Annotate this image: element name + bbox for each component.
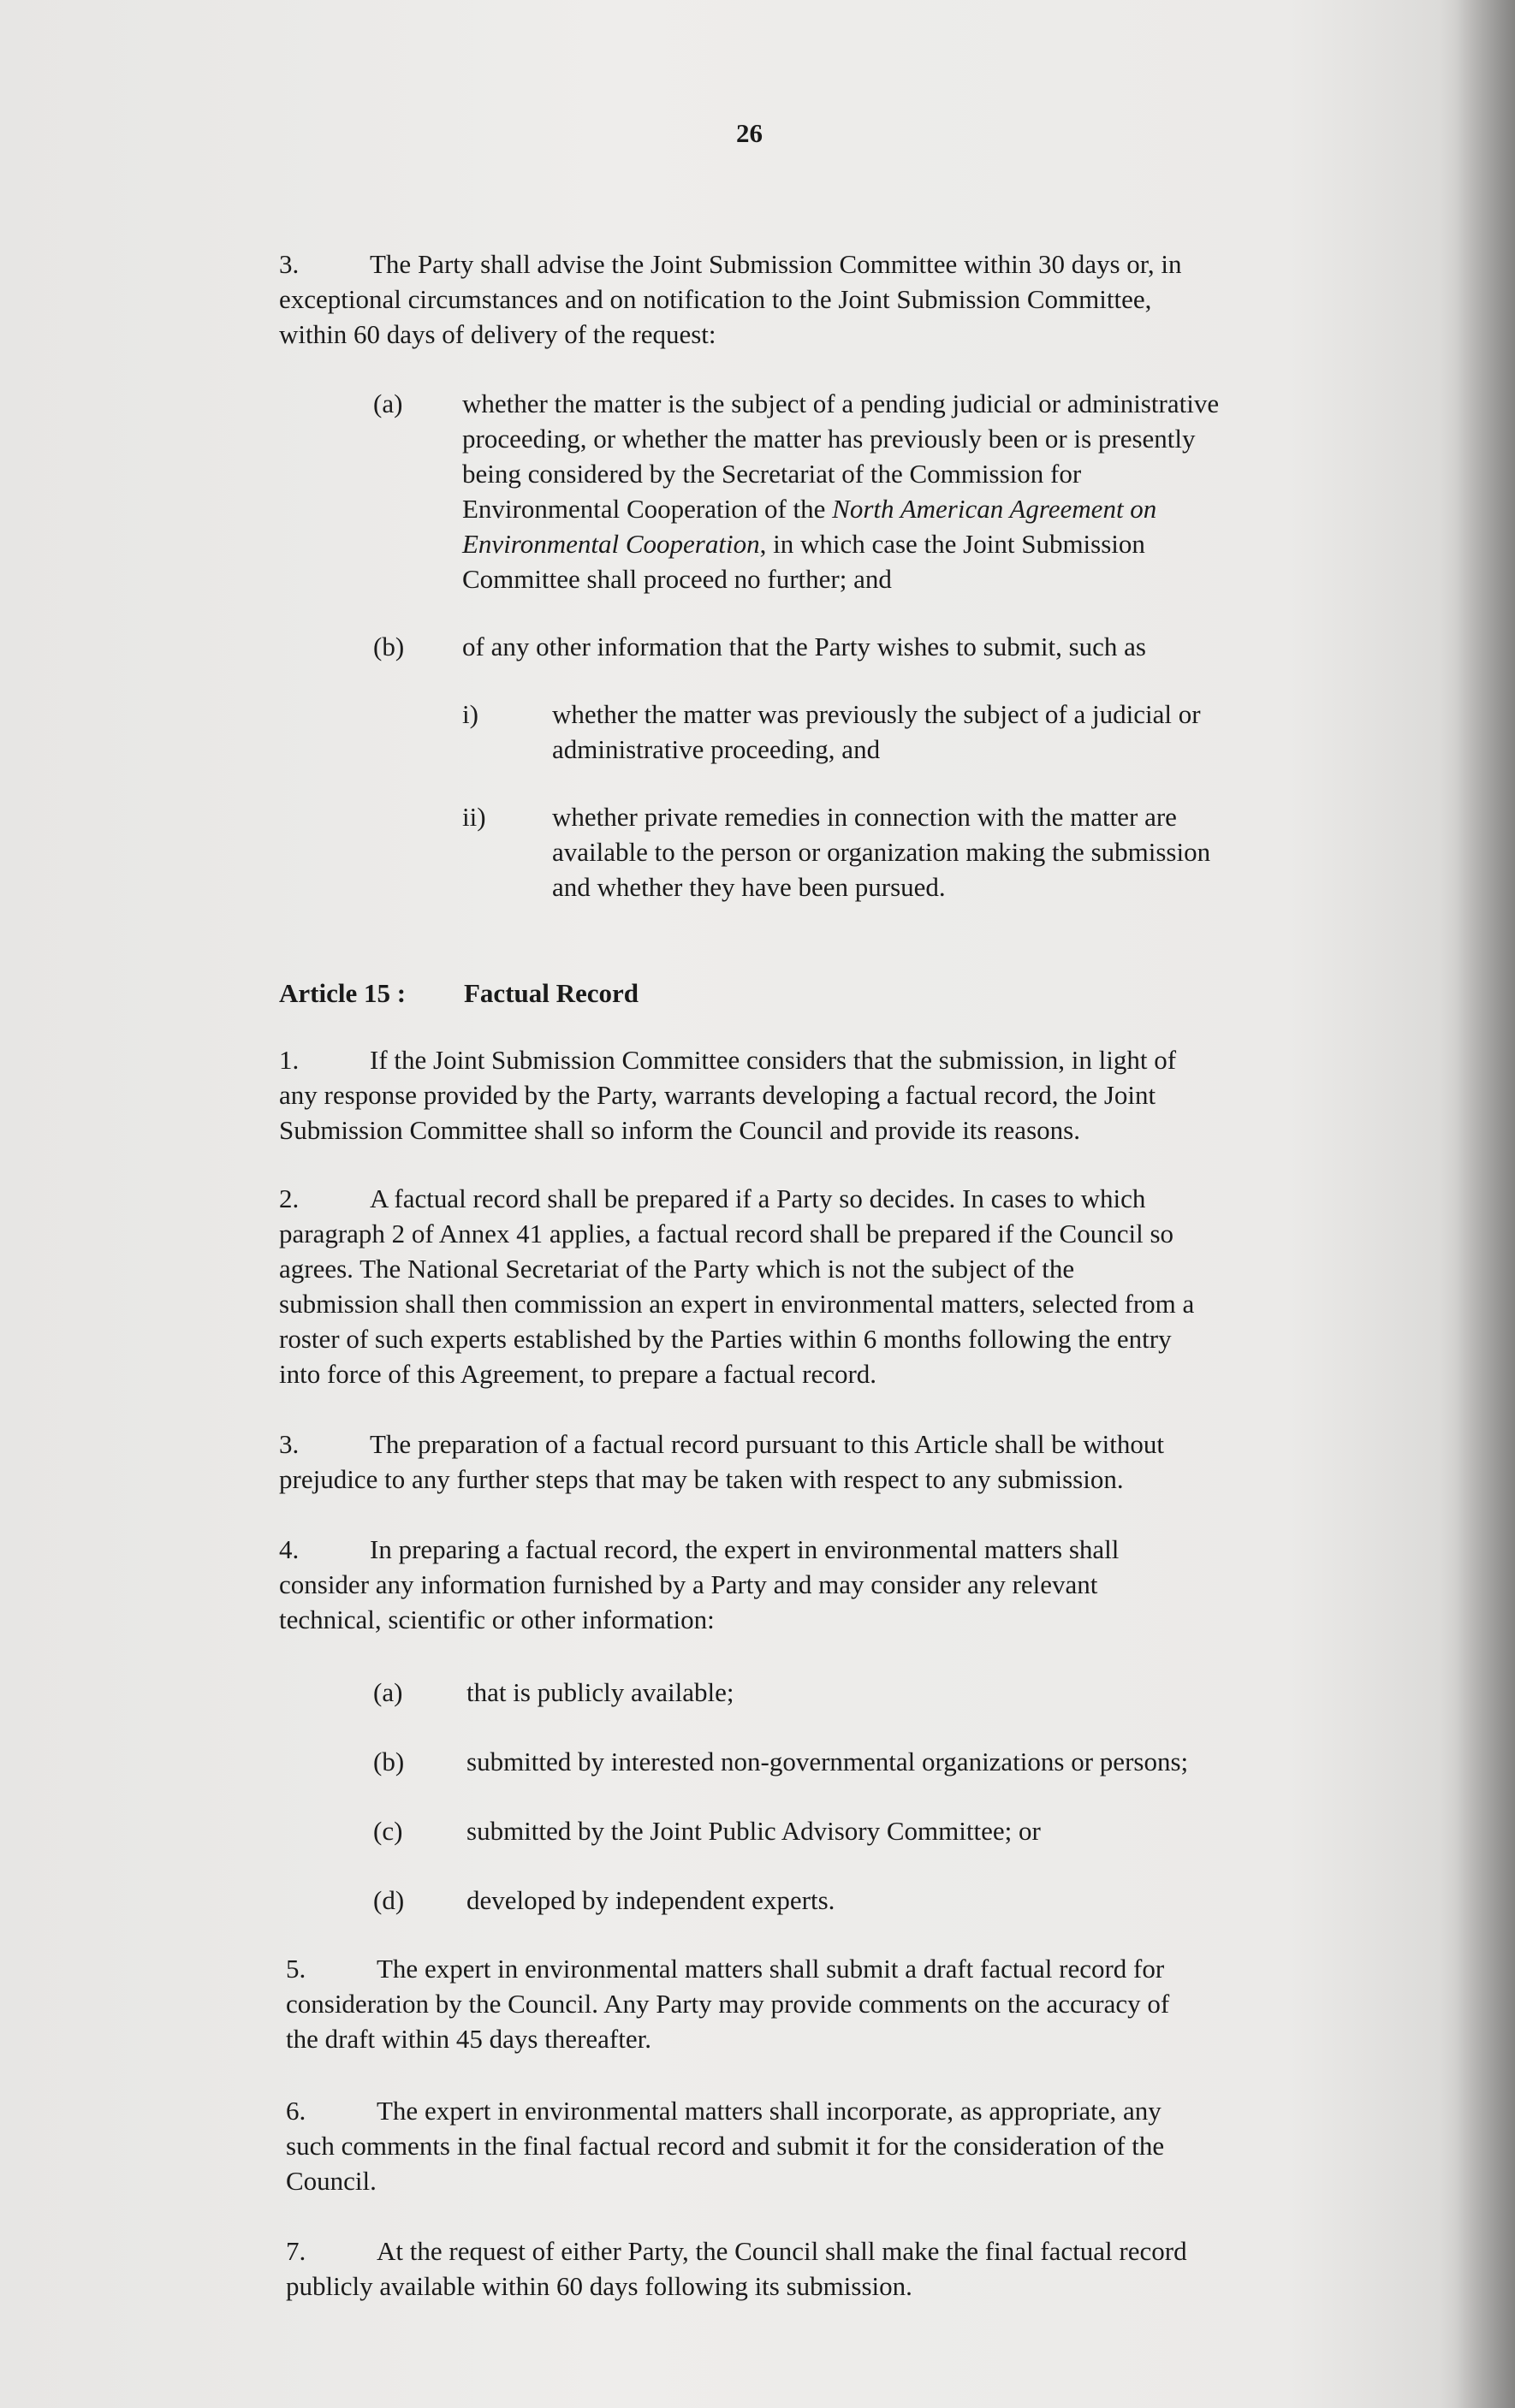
list-item-d-text: developed by independent experts. bbox=[466, 1885, 835, 1915]
article-title: Factual Record bbox=[464, 978, 639, 1008]
article-15-paragraph-7: 7. At the request of either Party, the Council shall make the final factual record publicly available within 60 days following its submission. bbox=[286, 2233, 1373, 2304]
paragraph-number: 1. bbox=[279, 1045, 300, 1075]
agreement-title-italic: North American Agreement on bbox=[832, 494, 1157, 524]
item-a-marker: (a) bbox=[373, 388, 403, 418]
paragraph-3-line-2: exceptional circumstances and on notification to the Joint Submission Committee, bbox=[279, 284, 1152, 314]
article-15-paragraph-6: 6. The expert in environmental matters shall incorporate, as appropriate, any such comments in the final factual record and submit it for the consideration of the Council. bbox=[286, 2093, 1373, 2198]
article-15-paragraph-2: 2. A factual record shall be prepared if a Party so decides. In cases to which paragraph 2 of Annex 41 applies, a factual record shall be prepared if the Council so agrees. The National Secretariat of the Party which is not the subject of the submission shall then commission an expert in environmental matters, selected from a roster of such experts established by the Parties within 6 months following the entry into force of this Agreement, to prepare a factual record. bbox=[279, 1181, 1366, 1391]
agreement-title-italic-2: Environmental Cooperation bbox=[462, 529, 760, 559]
paragraph-3 bbox=[279, 246, 1366, 352]
paragraph-3-line-3: within 60 days of delivery of the request: bbox=[279, 319, 716, 349]
paragraph-3-line-1: 3. The Party shall advise the Joint Submission Committee within 30 days or, in bbox=[279, 246, 1366, 282]
item-b-text: of any other information that the Party wishes to submit, such as bbox=[462, 632, 1146, 661]
article-15-paragraph-1: 1. If the Joint Submission Committee considers that the submission, in light of any response provided by the Party, warrants developing a factual record, the Joint Submission Committee shall so inform the Council and provide its reasons. bbox=[279, 1042, 1366, 1148]
item-b-marker: (b) bbox=[373, 632, 405, 661]
paragraph-number: 3. bbox=[279, 249, 300, 279]
page-edge-shadow bbox=[1455, 0, 1515, 2408]
sub-item-ii-text: whether private remedies in connection with the matter are available to the person or organization making the submission and whether they have been pursued. bbox=[552, 802, 1211, 902]
list-item-d-marker: (d) bbox=[373, 1885, 405, 1915]
sub-item-i-text: whether the matter was previously the subject of a judicial or administrative proceeding, and bbox=[552, 699, 1201, 764]
list-item-a-text: that is publicly available; bbox=[466, 1677, 734, 1707]
article-label: Article 15 : bbox=[279, 978, 407, 1008]
paragraph-number: 7. bbox=[286, 2236, 306, 2266]
item-a-text: whether the matter is the subject of a pending judicial or administrative proceeding, or whether the matter has previously been or is presently being considered by the Secretariat of the Commission for Environmental Cooperation of the North American Agreement on Environmental Cooperation, in which case the Joint Submission Committee shall proceed no further; and bbox=[462, 388, 1220, 594]
paragraph-number: 2. bbox=[279, 1183, 300, 1213]
paragraph-number: 5. bbox=[286, 1954, 306, 1984]
paragraph-number: 4. bbox=[279, 1534, 300, 1564]
article-15-paragraph-3: 3. The preparation of a factual record pursuant to this Article shall be without prejudice to any further steps that may be taken with respect to any submission. bbox=[279, 1426, 1366, 1497]
page-number: 26 bbox=[736, 118, 763, 148]
list-item-c-text: submitted by the Joint Public Advisory Committee; or bbox=[466, 1816, 1041, 1846]
article-heading bbox=[279, 976, 639, 1011]
list-item-b-text: submitted by interested non-governmental organizations or persons; bbox=[466, 1747, 1189, 1776]
sub-item-ii-marker: ii) bbox=[462, 802, 486, 832]
sub-item-i-marker: i) bbox=[462, 699, 478, 729]
paragraph-number: 6. bbox=[286, 2096, 306, 2126]
list-item-b-marker: (b) bbox=[373, 1747, 405, 1776]
article-15-paragraph-5: 5. The expert in environmental matters shall submit a draft factual record for consideration by the Council. Any Party may provide comments on the accuracy of the draft within 45 days thereafter. bbox=[286, 1951, 1373, 2056]
list-item-a-marker: (a) bbox=[373, 1677, 403, 1707]
paragraph-number: 3. bbox=[279, 1429, 300, 1459]
list-item-c-marker: (c) bbox=[373, 1816, 403, 1846]
article-15-paragraph-4: 4. In preparing a factual record, the expert in environmental matters shall consider any information furnished by a Party and may consider any relevant technical, scientific or other information: bbox=[279, 1532, 1366, 1637]
